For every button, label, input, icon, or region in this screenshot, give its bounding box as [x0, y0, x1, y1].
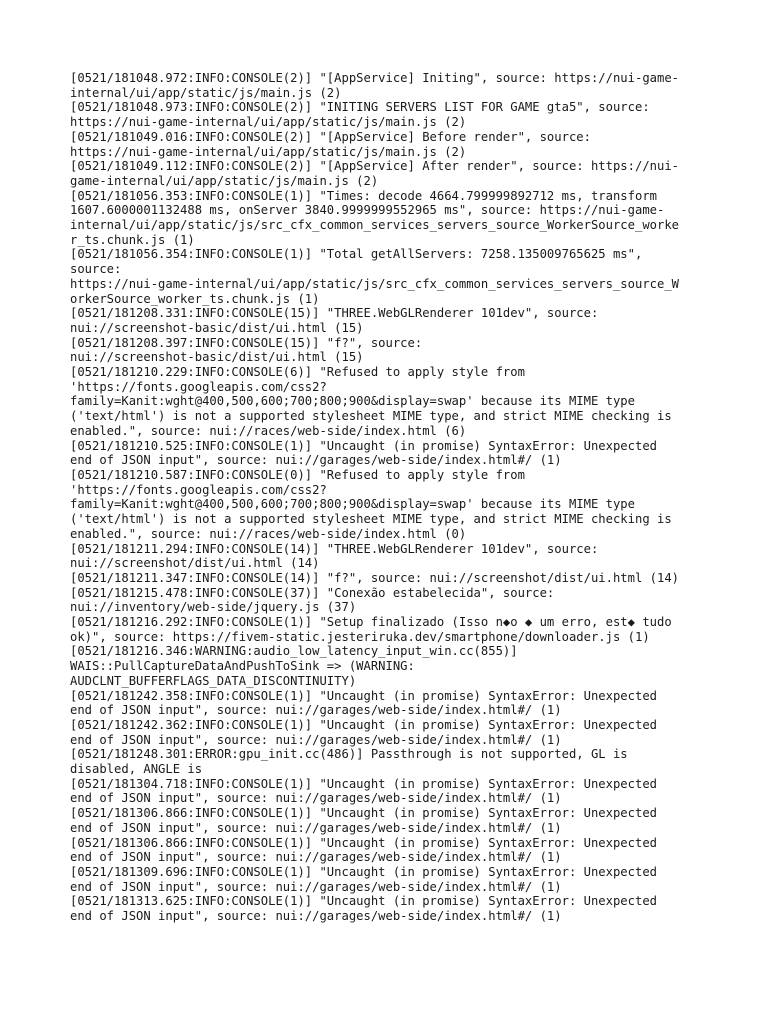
log-line: end of JSON input", source: nui://garages/web-side/index.html#/ (1) — [70, 791, 562, 806]
log-line: [0521/181208.397:INFO:CONSOLE(15)] "f?", source: — [70, 335, 423, 350]
log-line: end of JSON input", source: nui://garages/web-side/index.html#/ (1) — [70, 703, 562, 718]
log-line: https://nui-game-internal/ui/app/static/js/main.js (2) — [70, 144, 467, 159]
log-line: [0521/181048.973:INFO:CONSOLE(2)] "INITING SERVERS LIST FOR GAME gta5", source: — [70, 100, 650, 115]
log-line: internal/ui/app/static/js/src_cfx_common_services_servers_source_WorkerSource_worke — [70, 218, 680, 233]
log-line: end of JSON input", source: nui://garages/web-side/index.html#/ (1) — [70, 879, 562, 894]
log-line: [0521/181210.587:INFO:CONSOLE(0)] "Refused to apply style from — [70, 467, 525, 482]
log-line: end of JSON input", source: nui://garages/web-side/index.html#/ (1) — [70, 909, 562, 924]
log-line: 'https://fonts.googleapis.com/css2? — [70, 379, 327, 394]
log-line: [0521/181306.866:INFO:CONSOLE(1)] "Uncaught (in promise) SyntaxError: Unexpected — [70, 835, 657, 850]
log-line: orkerSource_worker_ts.chunk.js (1) — [70, 291, 320, 306]
log-document — [70, 71, 710, 924]
log-line: end of JSON input", source: nui://garages/web-side/index.html#/ (1) — [70, 732, 562, 747]
log-line: nui://screenshot-basic/dist/ui.html (15) — [70, 350, 364, 365]
log-line: [0521/181313.625:INFO:CONSOLE(1)] "Uncaught (in promise) SyntaxError: Unexpected — [70, 894, 657, 909]
log-line: [0521/181242.362:INFO:CONSOLE(1)] "Uncaught (in promise) SyntaxError: Unexpected — [70, 717, 657, 732]
log-line: end of JSON input", source: nui://garages/web-side/index.html#/ (1) — [70, 850, 562, 865]
log-line: https://nui-game-internal/ui/app/static/js/main.js (2) — [70, 115, 467, 130]
log-line: [0521/181216.346:WARNING:audio_low_latency_input_win.cc(855)] — [70, 644, 518, 659]
log-line: ok)", source: https://fivem-static.jesteriruka.dev/smartphone/downloader.js (1) — [70, 629, 650, 644]
log-line: [0521/181049.112:INFO:CONSOLE(2)] "[AppService] After render", source: https://nui- — [70, 159, 680, 174]
log-line: nui://inventory/web-side/jquery.js (37) — [70, 600, 357, 615]
log-line: 1607.6000001132488 ms, onServer 3840.9999999552965 ms", source: https://nui-game- — [70, 203, 665, 218]
log-line: game-internal/ui/app/static/js/main.js (2) — [70, 173, 379, 188]
log-body — [70, 71, 710, 924]
log-line: internal/ui/app/static/js/main.js (2) — [70, 85, 342, 100]
log-line: enabled.", source: nui://races/web-side/index.html (6) — [70, 423, 467, 438]
log-line: [0521/181208.331:INFO:CONSOLE(15)] "THREE.WebGLRenderer 101dev", source: — [70, 306, 599, 321]
log-line: end of JSON input", source: nui://garages/web-side/index.html#/ (1) — [70, 820, 562, 835]
log-line: nui://screenshot/dist/ui.html (14) — [70, 556, 320, 571]
log-line: source: — [70, 262, 122, 277]
log-line: nui://screenshot-basic/dist/ui.html (15) — [70, 320, 364, 335]
log-line: end of JSON input", source: nui://garages/web-side/index.html#/ (1) — [70, 453, 562, 468]
log-line: ('text/html') is not a supported stylesheet MIME type, and strict MIME checking is — [70, 409, 672, 424]
log-line: [0521/181211.294:INFO:CONSOLE(14)] "THREE.WebGLRenderer 101dev", source: — [70, 541, 599, 556]
log-line: disabled, ANGLE is — [70, 762, 203, 777]
log-line: [0521/181056.353:INFO:CONSOLE(1)] "Times: decode 4664.799999892712 ms, transform — [70, 188, 657, 203]
log-line: [0521/181309.696:INFO:CONSOLE(1)] "Uncaught (in promise) SyntaxError: Unexpected — [70, 864, 657, 879]
log-line: WAIS::PullCaptureDataAndPushToSink => (WARNING: — [70, 659, 415, 674]
log-line: [0521/181306.866:INFO:CONSOLE(1)] "Uncaught (in promise) SyntaxError: Unexpected — [70, 806, 657, 821]
log-line: [0521/181216.292:INFO:CONSOLE(1)] "Setup finalizado (Isso n◆o ◆ um erro, est◆ tudo — [70, 615, 672, 630]
log-line: [0521/181210.525:INFO:CONSOLE(1)] "Uncaught (in promise) SyntaxError: Unexpected — [70, 438, 657, 453]
log-line: [0521/181210.229:INFO:CONSOLE(6)] "Refused to apply style from — [70, 365, 525, 380]
log-line: [0521/181056.354:INFO:CONSOLE(1)] "Total getAllServers: 7258.135009765625 ms", — [70, 247, 643, 262]
log-line: ('text/html') is not a supported stylesheet MIME type, and strict MIME checking is — [70, 512, 672, 527]
log-line: r_ts.chunk.js (1) — [70, 232, 195, 247]
log-line: [0521/181048.972:INFO:CONSOLE(2)] "[AppService] Initing", source: https://nui-game- — [70, 71, 680, 85]
log-line: enabled.", source: nui://races/web-side/index.html (0) — [70, 526, 467, 541]
log-line: [0521/181304.718:INFO:CONSOLE(1)] "Uncaught (in promise) SyntaxError: Unexpected — [70, 776, 657, 791]
log-line: AUDCLNT_BUFFERFLAGS_DATA_DISCONTINUITY) — [70, 673, 357, 688]
log-line: [0521/181215.478:INFO:CONSOLE(37)] "Conexão estabelecida", source: — [70, 585, 555, 600]
log-line: family=Kanit:wght@400,500,600;700;800;900&display=swap' because its MIME type — [70, 497, 635, 512]
log-line: [0521/181248.301:ERROR:gpu_init.cc(486)] Passthrough is not supported, GL is — [70, 747, 628, 762]
log-line: 'https://fonts.googleapis.com/css2? — [70, 482, 327, 497]
log-line: [0521/181242.358:INFO:CONSOLE(1)] "Uncaught (in promise) SyntaxError: Unexpected — [70, 688, 657, 703]
log-line: [0521/181211.347:INFO:CONSOLE(14)] "f?", source: nui://screenshot/dist/ui.html (14) — [70, 570, 680, 585]
log-line: family=Kanit:wght@400,500,600;700;800;900&display=swap' because its MIME type — [70, 394, 635, 409]
log-line: https://nui-game-internal/ui/app/static/js/src_cfx_common_services_servers_source_W — [70, 276, 680, 291]
log-line: [0521/181049.016:INFO:CONSOLE(2)] "[AppService] Before render", source: — [70, 129, 591, 144]
